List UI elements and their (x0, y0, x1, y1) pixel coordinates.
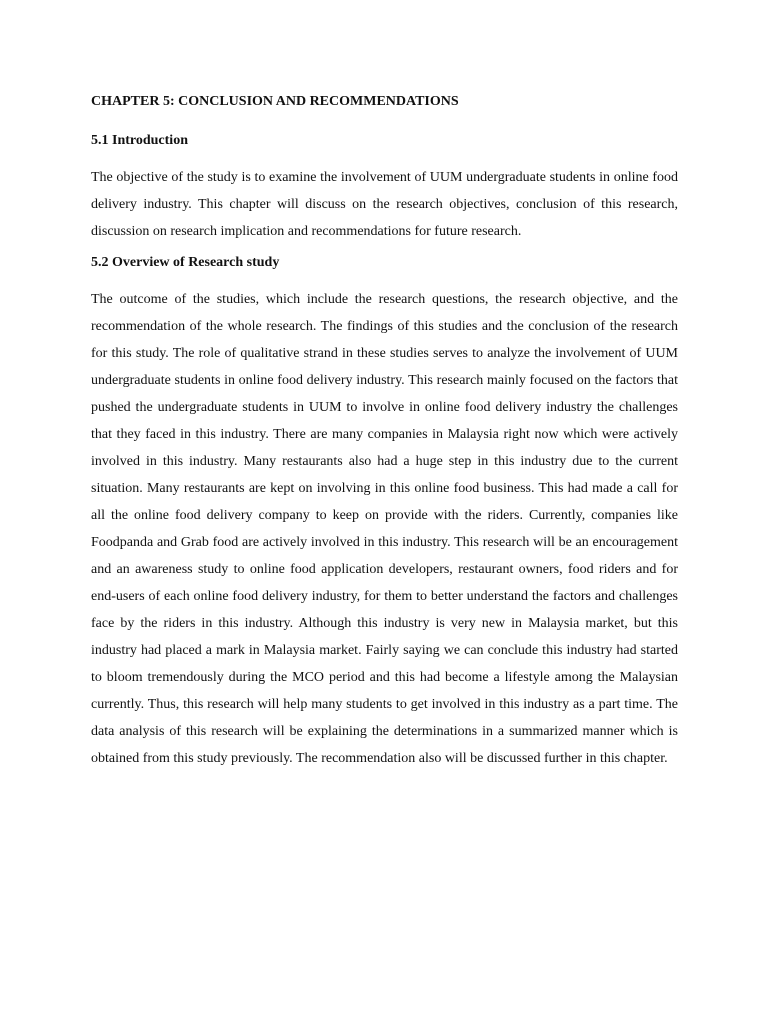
section-heading-overview: 5.2 Overview of Research study (91, 255, 280, 270)
section-heading-introduction: 5.1 Introduction (91, 133, 188, 148)
introduction-paragraph: The objective of the study is to examine the involvement of UUM undergraduate students in online food delivery industry. This chapter will discuss on the research objectives, conclusion of this research, discussion on research implication and recommendations for future research. (91, 170, 678, 239)
document-page (91, 93, 678, 782)
chapter-title: CHAPTER 5: CONCLUSION AND RECOMMENDATIONS (91, 94, 459, 109)
overview-paragraph: The outcome of the studies, which include the research questions, the research objective, and the recommendation of the whole research. The findings of this studies and the conclusion of the research for this study. The role of qualitative strand in these studies serves to analyze the involvement of UUM undergraduate students in online food delivery industry. This research mainly focused on the factors that pushed the undergraduate students in UUM to involve in online food delivery industry the challenges that they faced in this industry. There are many companies in Malaysia right now which were actively involved in this industry. Many restaurants also had a huge step in this industry due to the current situation. Many restaurants are kept on involving in this online food business. This had made a call for all the online food delivery company to keep on provide with the riders. Currently, companies like Foodpanda and Grab food are actively involved in this industry. This research will be an encouragement and an awareness study to online food application developers, restaurant owners, food riders and for end-users of each online food delivery industry, for them to better understand the factors and challenges face by the riders in this industry. Although this industry is very new in Malaysia market, but this industry had placed a mark in Malaysia market. Fairly saying we can conclude this industry had started to bloom tremendously during the MCO period and this had become a lifestyle among the Malaysian currently. Thus, this research will help many students to get involved in this industry as a part time. The data analysis of this research will be explaining the determinations in a summarized manner which is obtained from this study previously. The recommendation also will be discussed further in this chapter. (91, 292, 678, 766)
